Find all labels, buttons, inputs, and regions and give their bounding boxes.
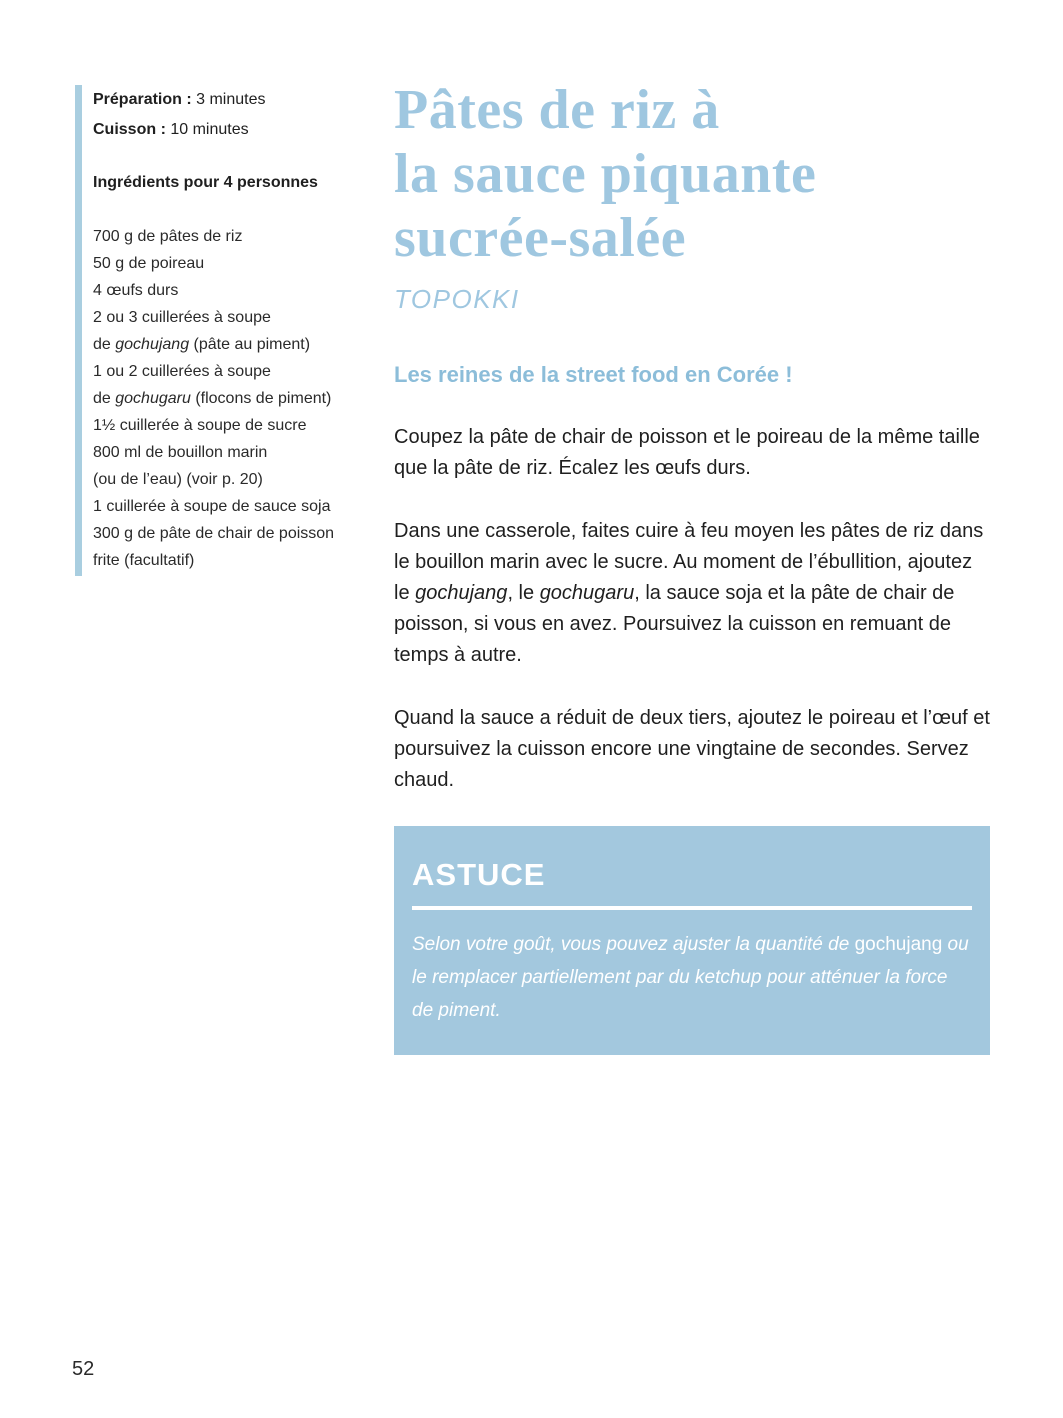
- cook-time-value: 10 minutes: [165, 121, 249, 138]
- ingredient-line: 800 ml de bouillon marin: [93, 444, 268, 461]
- ingredient-line: 700 g de pâtes de riz: [93, 228, 243, 245]
- ingredient-line: 4 œufs durs: [93, 282, 179, 299]
- tip-divider: [412, 906, 972, 910]
- ingredient-line: 1½ cuillerée à soupe de sucre: [93, 417, 307, 434]
- prep-time-value: 3 minutes: [191, 91, 266, 108]
- ingredient-line: 1 cuillerée à soupe de sauce soja: [93, 498, 331, 515]
- recipe-title-line: Pâtes de riz à: [394, 79, 720, 141]
- step-paragraph-3: Quand la sauce a réduit de deux tiers, ajoutez le poireau et l’œuf et poursuivez la cuisson encore une vingtaine de secondes. Servez chaud.: [394, 707, 990, 791]
- ingredient-line: 2 ou 3 cuillerées à soupe: [93, 309, 271, 326]
- tip-box: [394, 826, 990, 1055]
- prep-time-label: Préparation :: [93, 91, 192, 108]
- cook-time: [93, 115, 393, 145]
- step-paragraph-2: Dans une casserole, faites cuire à feu moyen les pâtes de riz dans le bouillon marin avec le sucre. Au moment de l’ébullition, ajoutez le gochujang, le gochugaru, la sauce soja et la pâte de chair de poisson, si vous en avez. Poursuivez la cuisson en remuant de temps à autre.: [394, 520, 984, 666]
- recipe-title-line: la sauce piquante: [394, 143, 817, 205]
- ingredients-heading: Ingrédients pour 4 personnes: [93, 174, 318, 191]
- ingredient-line: 50 g de poireau: [93, 255, 205, 272]
- recipe-tagline: Les reines de la street food en Corée !: [394, 362, 793, 387]
- ingredient-line: de gochugaru (flocons de piment): [93, 390, 332, 407]
- recipe-subtitle: TOPOKKI: [394, 284, 520, 314]
- ingredient-line: de gochujang (pâte au piment): [93, 336, 311, 353]
- recipe-meta-sidebar: [93, 85, 393, 574]
- step-paragraph-1: Coupez la pâte de chair de poisson et le poireau de la même taille que la pâte de riz. Écalez les œufs durs.: [394, 426, 980, 479]
- page-number: 52: [72, 1358, 95, 1380]
- ingredient-line: 300 g de pâte de chair de poisson: [93, 525, 335, 542]
- recipe-main: [394, 78, 990, 1055]
- recipe-title: [394, 78, 990, 270]
- tip-text: Selon votre goût, vous pouvez ajuster la quantité de gochujang ou le remplacer partiellement par du ketchup pour atténuer la force de piment.: [412, 934, 969, 1021]
- tip-heading: ASTUCE: [412, 857, 546, 892]
- ingredient-line: 1 ou 2 cuillerées à soupe: [93, 363, 271, 380]
- ingredient-line: frite (facultatif): [93, 552, 195, 569]
- cook-time-label: Cuisson :: [93, 121, 166, 138]
- sidebar-accent-bar: [75, 85, 82, 576]
- recipe-title-line: sucrée-salée: [394, 207, 687, 269]
- ingredients-list: [93, 223, 393, 574]
- ingredient-line: (ou de l’eau) (voir p. 20): [93, 471, 263, 488]
- prep-time: [93, 85, 393, 115]
